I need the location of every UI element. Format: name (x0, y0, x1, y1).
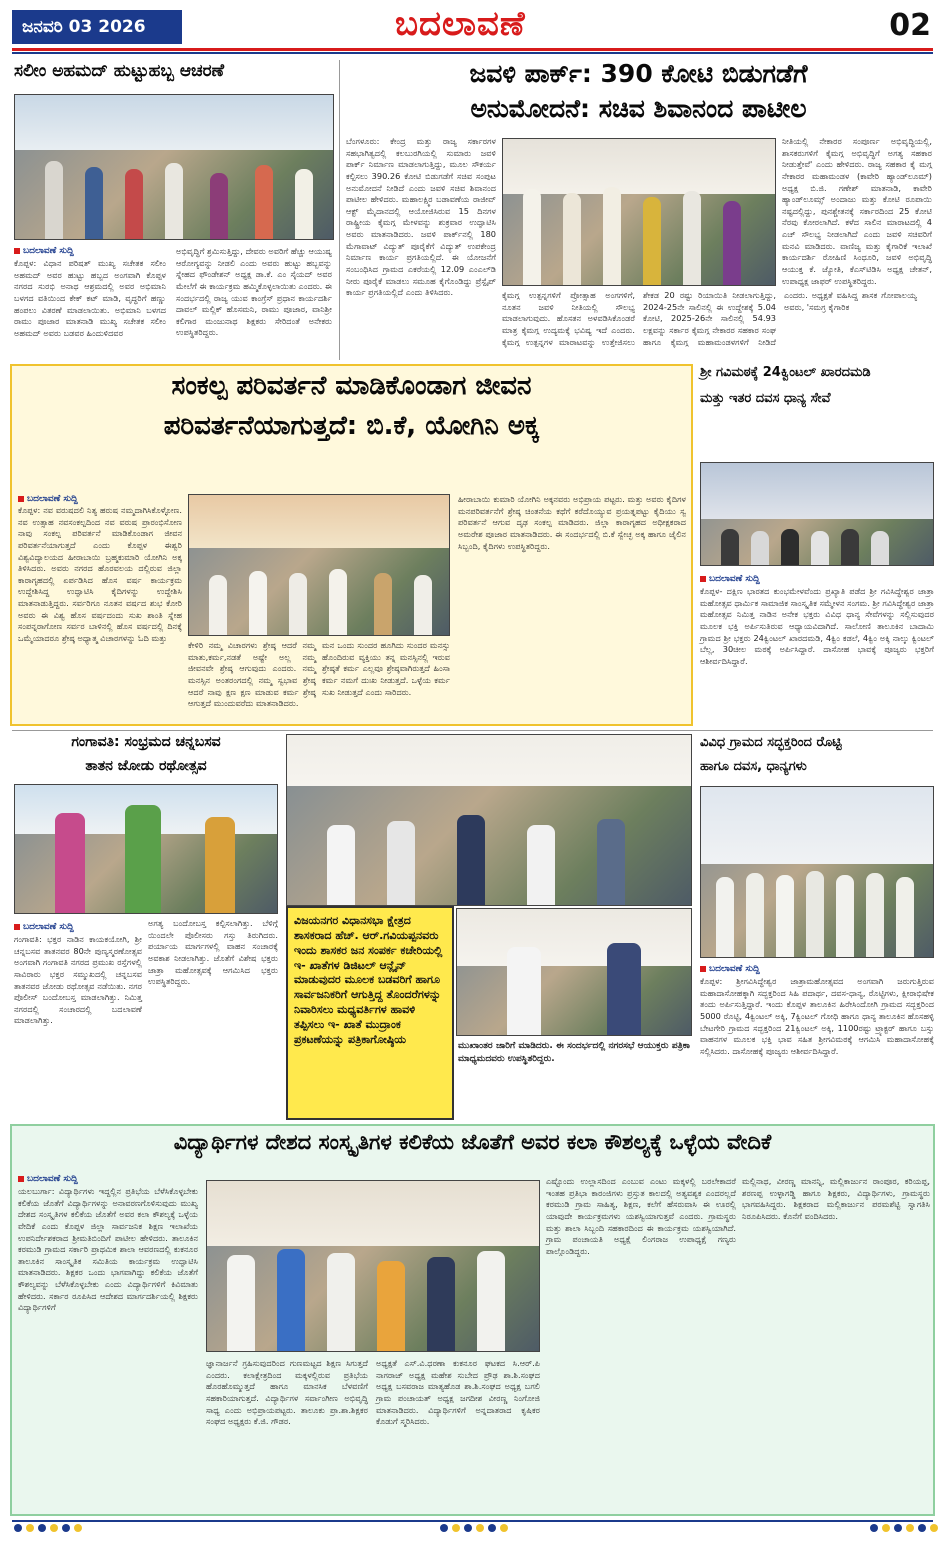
story7-photo (700, 786, 934, 958)
story3-byline: ಬದಲಾವಣೆ ಸುದ್ದಿ (18, 494, 78, 504)
story7-headline-line1: ವಿವಿಧ ಗ್ರಾಮದ ಸದ್ಭಕ್ತರಿಂದ ರೊಟ್ಟಿ (700, 735, 842, 750)
story6-caption: ಮುಖಾಂತರ ಜಾರಿಗೆ ಮಾಡಿದರು. ಈ ಸಂದರ್ಭದಲ್ಲಿ ನಗರಸಭೆ ಆಯುಕ್ತರು ಪತ್ರಿಕಾ ಮಾಧ್ಯಮದವರು ಉಪಸ್ಥಿತರಿದ್ದರು. (458, 1041, 690, 1064)
story8-text-col1: ಯಲಬುರ್ಗಾ: ವಿದ್ಯಾರ್ಥಿಗಳು ಇದ್ದಲ್ಲಿನ ಪ್ರತಿಭೆಯ ಬೆಳೆಸಿಕೊಳ್ಳಬೇಕು ಕಲಿಕೆಯ ಜೊತೆಗೆ ವಿದ್ಯಾರ್ಥಿಗಳನ್ನು ಅನಾವರಣಗೊಳಿಸುವುದು ಮುಖ್ಯ ದೇಶದ ಸಂಸ್ಕೃತಿಗಳ ಕಲಿಕೆಯ ಜೊತೆಗೆ ಅವರ ಕಲಾ ಕೌಶಲ್ಯಕ್ಕೆ ಒಳ್ಳೆಯ ವೇದಿಕೆ ಎಂದು ಕೊಪ್ಪಳ ಜಿಲ್ಲಾ ಸಾರ್ವಜನಿಕ ಶಿಕ್ಷಣ ಇಲಾಖೆಯ ಉಪನಿರ್ದೇಶಕರಾದ ಶ್ರೀಮತಿಬಿಂದಿಗೆ ಪಾಟೀಲ ಹೇಳಿದರು. ತಾಲೂಕಿನ ಕರಮುಡಿ ಗ್ರಾಮದ ಸರ್ಕಾರಿ ಪ್ರಾಥಮಿಕ ಶಾಲಾ ಆವರಣದಲ್ಲಿ ಕುಕನೂರ ತಾಲೂಕಿನ ಸಾಂಸ್ಕೃತಿಕ ಸಮಿತಿಯ ಕಾರ್ಯಕ್ರಮ ಉದ್ಘಾಟಿಸಿ ಮಾತನಾಡಿದರು. ಶಿಕ್ಷಕರ ಒಂದು ಭಾಗವಾಗಿದ್ದು ಕಲಿಕೆಯ ಜೊತೆಗೆ ಕೌಶಲ್ಯವನ್ನು ಬೆಳೆಸಿಕೊಳ್ಳಬೇಕು ಎಂದು ವಿದ್ಯಾರ್ಥಿಗಳಿಗೆ ಕಿವಿಮಾತು ಹೇಳಿದರು. ಸರ್ಕಾರ ರೂಪಿಸಿದ ಆದೇಶದ ಮಾರ್ಗದರ್ಶಿಯಲ್ಲಿ ಶಿಕ್ಷಕರು ವಿದ್ಯಾರ್ಥಿಗಳಿಗೆ (18, 1186, 198, 1313)
footer-dot (882, 1524, 890, 1532)
footer-dot (26, 1524, 34, 1532)
header-rule-red (12, 48, 933, 51)
story4-photo (700, 462, 934, 566)
story2-headline-line1: ಜವಳಿ ಪಾರ್ಕ್: 390 ಕೋಟಿ ಬಿಡುಗಡೆಗೆ (469, 59, 808, 88)
story4-headline-line1: ಶ್ರೀ ಗವಿಮಠಕ್ಕೆ 24ಕ್ವಿಂಟಲ್ ಖಾರದಮಡಿ (700, 365, 871, 380)
story3-text-col1: ಕೊಪ್ಪಳ: ನವ ವರುಷದಲಿ ನಿತ್ಯ ಹರುಷ ನಮ್ಮದಾಗಿಸಿಕೊಳ್ಳೋಣ. ನವ ಉತ್ಸಾಹ ನವಸಂಕಲ್ಪದಿಂದ ನವ ವರುಷ ಪ್ರಾರಂಭಿಸೋಣ ನಾವು ಸಂಕಲ್ಪ ಪರಿವರ್ತನೆ ಮಾಡಿಕೊಂಡಾಗ ಜೀವನ ಪರಿವರ್ತನೆಯಾಗುತ್ತದೆ ಎಂದು ಕೊಪ್ಪಳ ಈಶ್ವರಿ ವಿಶ್ವವಿದ್ಯಾಲಯದ ಹೀರಾಬಾಯಿ ಬ್ರಹ್ಮಕುಮಾರಿ ಯೋಗಿನಿ ಅಕ್ಕ ತಿಳಿಸಿದರು. ಅವರು ನಗರದ ಹೊರವಲಯ ದಲ್ಲಿರುವ ಜಿಲ್ಲಾ ಕಾರಾಗೃಹದಲ್ಲಿ ಏರ್ಪಡಿಸಿದ ಹೊಸ ವರ್ಷ ಕಾರ್ಯಕ್ರಮ ಉದ್ದೇಶಿಸಿದ್ದ ಉದ್ಘಾಟಿಸಿ ಕೈದಿಗಳನ್ನು ಉದ್ದೇಶಿಸಿ ಮಾತನಾಡುತ್ತಿದ್ದರು. ಸರ್ವರಿಗೂ ನೂತನ ವರ್ಷದ ಶುಭ ಕೋರಿ ಅವರು ಈ ವಿಶ್ವ ಹೊಸ ವರ್ಷದಂದು ಸುಖ ಶಾಂತಿ ಸ್ನೇಹ ಸಂಪನ್ನರಾಗೋಣ ಸರ್ವರ ಬಾಳಿನಲ್ಲಿ ಹೊಸ ವರ್ಷದಲ್ಲಿ ದಿನಕ್ಕೆ ಒಮ್ಮೆಯಾದರೂ ಶ್ರೇಷ್ಠ ಅಧ್ಯಾತ್ಮ ವಿಚಾರಗಳನ್ನು ಓದಿ ಮತ್ತು (18, 505, 182, 644)
footer-dot (906, 1524, 914, 1532)
footer-dots-right (870, 1524, 938, 1536)
story5-text-col2: ಅಗತ್ಯ ಬಂದೋಬಸ್ತ ಕಲ್ಪಿಸಲಾಗಿತ್ತು. ಬೆಳಿಗ್ಗೆ ಯಿಂದಲೇ ಪೊಲೀಸರು ಗಸ್ತು ತಿರುಗಿದರು. ಪರ್ಯಾಯ ಮಾರ್ಗಗಳಲ್ಲಿ ವಾಹನ ಸಂಚಾರಕ್ಕೆ ಅವಕಾಶ ನೀಡಲಾಗಿತ್ತು. ಜೊತೆಗೆ ವಿಶೇಷ ಭಕ್ತರು ಜಾತ್ರಾ ಮಹೋತ್ಸವಕ್ಕೆ ಆಗಮಿಸಿದ ಭಕ್ತರು ಉಪಸ್ಥಿತರಿದ್ದರು. (148, 918, 278, 987)
story8-headline: ವಿದ್ಯಾರ್ಥಿಗಳ ದೇಶದ ಸಂಸ್ಕೃತಿಗಳ ಕಲಿಕೆಯ ಜೊತೆಗೆ ಅವರ ಕಲಾ ಕೌಶಲ್ಯಕ್ಕೆ ಒಳ್ಳೆಯ ವೇದಿಕೆ (173, 1130, 772, 1154)
story3-text-col4: ಹೀರಾಬಾಯಿ ಕುಮಾರಿ ಯೋಗಿನಿ ಅಕ್ಕನವರು ಅಭಿಪ್ರಾಯ ಪಟ್ಟರು. ಮತ್ತು ಅವರು ಕೈದಿಗಳ ಮನಪರಿವರ್ತನೆಗೆ ಶ್ರೇಷ್ಠ ಚಿಂತನೆಯ ಕಥೆಗೆ ಕರೆದೊಯ್ಯುವ ಪ್ರಯತ್ನಪಟ್ಟು ಕೈದಿಯು ಸ್ವ ಪರಿವರ್ತನೆ ಆಗುವ ದೃಢ ಸಂಕಲ್ಪ ಮಾಡಿದರು. ಜಿಲ್ಲಾ ಕಾರಾಗೃಹದ ಅಧೀಕ್ಷಕರಾದ ಅಮರೇಶ ಪೂಜಾರ ಮಾತನಾಡಿದರು. ಈ ಸಂದರ್ಭದಲ್ಲಿ ಬಿ.ಕೆ ಸ್ವೇಚ್ಛ ಅಕ್ಕ ಹಾಗೂ ಜೈಲಿನ ಸಿಬ್ಬಂದಿ, ಕೈದಿಗಳು ಉಪಸ್ಥಿತರಿದ್ದರು. (458, 494, 686, 551)
masthead-logo: ಬದಲಾವಣೆ (395, 4, 526, 44)
story4-byline: ಬದಲಾವಣೆ ಸುದ್ದಿ (700, 574, 760, 584)
story4-text: ಕೊಪ್ಪಳ- ದಕ್ಷಿಣ ಭಾರತದ ಕುಂಭಮೇಳವೆಂದು ಪ್ರಖ್ಯಾತಿ ಪಡೆದ ಶ್ರೀ ಗವಿಸಿದ್ಧೇಶ್ವರ ಜಾತ್ರಾ ಮಹೋತ್ಸವ ಧಾರ್ಮಿಕ ಸಾಮಾಜಿಕ ಸಾಂಸ್ಕೃತಿಕ ಸಮ್ಮೇಳನ ಸಂಗಮ. ಶ್ರೀ ಗವಿಸಿದ್ಧೇಶ್ವರ ಜಾತ್ರಾ ಮಹೋತ್ಸವ ನಿಮಿತ್ತ ನಾಡಿನ ಅನೇಕ ಭಕ್ತರು ವಿವಿಧ ಧಾನ್ಯ ಸೇವೆಗಳನ್ನು ಸಲ್ಲಿಸುವುದರ ಮೂಲಕ ಭಕ್ತಿ ಅರ್ಪಿಸುತಿರುವ ಆಧ್ಯಾಯವಿದಾಗಿದೆ. ಸಾಲೋಣಿ ತಾಲೂಕಿನ ಬಾದಾಮಿ ಗ್ರಾಮದ ಶ್ರೀ ಭಕ್ತರು 24ಕ್ವಿಂಟಲ್ ಖಾರದಮಡಿ, 4ಕ್ವಿಂ ಕಡಲೆ, 4ಕ್ವಿಂ ಅಕ್ಕಿ ನಾಲ್ಕು ಕ್ವಿಂಟಲ್ ಬೆಲ್ಲ, 30ಚೀಲ ಮಠಕ್ಕೆ ಅರ್ಪಿಸಿದ್ದಾರೆ. ದಾಸೋಹ ಭಾವಕ್ಕೆ ಪೂಜ್ಯರು ಭಕ್ತರಿಗೆ ಆಶೀರ್ವದಿಸಿದ್ದಾರೆ. (700, 586, 934, 666)
story2-text-col1: ಬೆಂಗಳೂರು: ಕೇಂದ್ರ ಮತ್ತು ರಾಜ್ಯ ಸರ್ಕಾರಗಳ ಸಹಭಾಗಿತ್ವದಲ್ಲಿ ಕಲಬುರಗಿಯಲ್ಲಿ ಸುಮಾರು ಜವಳಿ ಪಾರ್ಕ್ ನಿರ್ಮಾಣ ಮಾಡಲಾಗುತ್ತಿದ್ದು, ಮೂಲ ಸೌಕರ್ಯ ಕಲ್ಪಿಸಲು 390.26 ಕೋಟಿ ಬಿಡುಗಡೆಗೆ ಸಚಿವ ಸಂಪುಟ ಅನುಮೋದನೆ ನೀಡಿದೆ ಎಂದು ಜವಳಿ ಸಚಿವ ಶಿವಾನಂದ ಪಾಟೀಲ ಹೇಳಿದರು. ಮಹಾಲಕ್ಷ್ಮಿರ ಬಡಾವಣೆಯ ರಾಜೀವ್ ಆಕ್ಟ್ ಮೈದಾನದಲ್ಲಿ ಆಯೋಜಿಸಿರುವ 15 ದಿನಗಳ ರಾಷ್ಟ್ರೀಯ ಕೈಮಗ್ಗ ಮೇಳವನ್ನು ಶುಕ್ರವಾರ ಉದ್ಘಾಟಿಸಿ ಅವರು ಮಾತನಾಡಿದರು. ಜವಳಿ ಪಾರ್ಕ್‌ನಲ್ಲಿ 180 ಮೆಗಾವಾಟ್ ವಿದ್ಯುತ್ ಪೂರೈಕೆಗೆ ವಿದ್ಯುತ್ ಉಪಕೇಂದ್ರ ನಿರ್ಮಾಣ ಕಾರ್ಯ ಪ್ರಗತಿಯಲ್ಲಿದೆ. ಈ ಯೋಜನೆಗೆ ಸಂಬಂಧಿಸಿದ ಗ್ರಾಮದ ಎಕರೆಯಲ್ಲಿ 12.09 ಎಂಎಲ್‌ಡಿ ನೀರು ಪೂರೈಕೆ ಮಾಡಲು ಸಮೂಹ ಕೈಗೊಂಡಿದ್ದು ಪ್ರೆಸ್ಪೈಪ್ ಕಾರ್ಯ ಪ್ರಗತಿಯಲ್ಲಿದೆ ಎಂದು ತಿಳಿಸಿದರು. (346, 136, 496, 298)
footer-dot (500, 1524, 508, 1532)
footer-dot (452, 1524, 460, 1532)
story3-photo (188, 494, 450, 636)
story5-byline: ಬದಲಾವಣೆ ಸುದ್ದಿ (14, 922, 74, 932)
page-header (0, 0, 945, 56)
story1-headline: ಸಲೀಂ ಅಹಮದ್ ಹುಟ್ಟುಹಬ್ಬ ಆಚರಣೆ (14, 61, 225, 81)
footer-dot (440, 1524, 448, 1532)
story3-headline-line2: ಪರಿವರ್ತನೆಯಾಗುತ್ತದೆ: ಬಿ.ಕೆ, ಯೋಗಿನಿ ಅಕ್ಕ (163, 411, 540, 441)
story1-text-col2: ಅಭಿವೃದ್ಧಿಗೆ ಶ್ರಮಿಸುತ್ತಿದ್ದು, ದೇವರು ಅವರಿಗೆ ಹೆಚ್ಚು ಆಯುಷ್ಯ ಆರೋಗ್ಯವನ್ನು ನೀಡಲಿ ಎಂದು ಅವರು ಹುಟ್ಟು ಹಬ್ಬವನ್ನು ಸ್ನೇಹದ ಫೌಂಡೇಶನ್ ಅಧ್ಯಕ್ಷ ಡಾ.ಕೆ. ಎಂ ಸೈಯದ್ ಅವರ ಮೇಲೆಗೆ ಈ ಕಾರ್ಯಕ್ರಮ ಹಮ್ಮಿಕೊಳ್ಳಲಾಯಿತು ಎಂದರು. ಈ ಸಂದರ್ಭದಲ್ಲಿ ರಾಜ್ಯ ಯುವ ಕಾಂಗ್ರೆಸ್ ಪ್ರಧಾನ ಕಾರ್ಯದರ್ಶಿ ದಾವಲ್ ಮಲ್ಲಿಕ್ ಹೊಸಮನಿ, ರಾಮು ಪೂಜಾರ, ವಾನಿಶ್ರೀ ಕಲಿಗಾರ ಮಂಜುನಾಥ ಶಿಕ್ಷಕರು ಸೇರಿದಂತೆ ಅನೇಕರು ಉಪಸ್ಥಿತರಿದ್ದರು. (176, 246, 332, 338)
story1-byline: ಬದಲಾವಣೆ ಸುದ್ದಿ (14, 246, 74, 256)
story2-headline-line2: ಅನುಮೋದನೆ: ಸಚಿವ ಶಿವಾನಂದ ಪಾಟೀಲ (470, 94, 807, 123)
story7-text: ಕೊಪ್ಪಳ: ಶ್ರೀಗವಿಸಿದ್ಧೇಶ್ವರ ಜಾತ್ರಾಮಹೋತ್ಸವದ ಅಂಗವಾಗಿ ಜರುಗುತ್ತಿರುವ ಮಹಾದಾಸೋಹಕ್ಕಾಗಿ ಸದ್ಭಕ್ತರಿಂದ ಸಿಹಿ ಪದಾರ್ಥ, ದವಸ-ಧಾನ್ಯ, ರೊಟ್ಟಿಗಳು, ಕ್ಷೀರಾಭಿಷೇಕ ತಂದು ಅರ್ಪಿಸುತ್ತಿದ್ದಾರೆ. ಇಂದು ಕೊಪ್ಪಳ ತಾಲೂಕಿನ ಹಿರೇಸಿಂದೋಗಿ ಗ್ರಾಮದ ಸದ್ಭಕ್ತರಿಂದ 5000 ರೊಟ್ಟಿ, 4ಕ್ವಿಂಟಲ್ ಅಕ್ಕಿ, 7ಕ್ವಿಂಟಲ್ ಗೋಧಿ ಹಾಗೂ ಧಾನ್ಯ ತಾಲೂಕಿನ ಹೊಸಹಳ್ಳಿ ಬೇಟಗೇರಿ ಗ್ರಾಮದ ಸದ್ಭಕ್ತರಿಂದ 21ಕ್ವಿಂಟಲ್ ಅಕ್ಕಿ, 1100ರಷ್ಟು ಟ್ರ್ಯಾಕ್ಟರ್ ಹಾಗೂ ಬಸ್ಸು ವಾಹನಗಳ ಮೂಲಕ ಭಕ್ತಿ ಭಾವ ಸಹಿತ ಶ್ರೀಗವಿಮಠಕ್ಕೆ ಆಗಮಿಸಿ ಮಹಾದಾಸೋಹಕ್ಕೆ ಸಲ್ಲಿಸಿದರು. ದಾಸೋಹಕ್ಕೆ ಪೂಜ್ಯರು ಆಶೀರ್ವದಿಸಿದ್ದಾರೆ. (700, 976, 934, 1056)
footer-dots-center (440, 1524, 508, 1536)
footer-dot (50, 1524, 58, 1532)
story5-headline-line1: ಗಂಗಾವತಿ: ಸಂಭ್ರಮದ ಚನ್ನಬಸವ (71, 734, 221, 750)
story8-photo (206, 1180, 540, 1352)
footer-dot (62, 1524, 70, 1532)
story1-text-col1: ಕೊಪ್ಪಳ: ವಿಧಾನ ಪರಿಷತ್ ಮುಖ್ಯ ಸಚೇತಕ ಸಲೀಂ ಅಹಮದ್ ಅವರ ಹುಟ್ಟು ಹಬ್ಬದ ಅಂಗವಾಗಿ ಕೊಪ್ಪಳ ನಗರದ ಸುರಭಿ ಅನಾಥ ಆಶ್ರಮದಲ್ಲಿ ಅವರ ಅಭಿಮಾನಿ ಬಳಗದ ವತಿಯಿಂದ ಕೇಕ್ ಕಟ್ ಮಾಡಿ, ವೃದ್ಧರಿಗೆ ಹಣ್ಣು ಹಂಪಲು ವಿತರಣೆ ಮಾಡಲಾಯಿತು. ಅಭಿಮಾನಿ ಬಳಗದ ರಾಮು ಪೂಜಾರ ಮಾತನಾಡಿ ಮುಖ್ಯ ಸಚೇತಕ ಸಲೀಂ ಅಹಮದ್ ಅವರು ಬಡವರ ಹಿಂದುಳಿದವರ (14, 258, 166, 338)
footer-dot (38, 1524, 46, 1532)
story3-text-col3: ಮನ ಒಂದು ಸುಂದರ ಹೂಗಿದು ಸುಂದರ ಮನಸ್ಸು ಹೊಂದಿರುವ ವ್ಯಕ್ತಿಯು ತನ್ನ ಮನಸ್ಸಿನಲ್ಲಿ ಇರುವ ಶ್ರೇಷ್ಠತೆ ಕರ್ಮ ಎಲ್ಲವೂ ಶ್ರೇಷ್ಠವಾಗಿರುತ್ತದೆ ಹಿಂಸಾ ಕರ್ಮ ನಮಗೆ ದುಃಖ ನೀಡುತ್ತದೆ. ಒಳ್ಳೆಯ ಕರ್ಮ ಸುಖ ನೀಡುತ್ತದೆ ಎಂದು ಸಾರಿದರು. (322, 640, 450, 697)
story6-overlay-text: ವಿಜಯನಗರ ವಿಧಾನಸಭಾ ಕ್ಷೇತ್ರದ ಶಾಸಕರಾದ ಹೆಚ್. ಆರ್.ಗವಿಯಪ್ಪನವರು ಇಂದು ಶಾಸಕರ ಜನ ಸಂಪರ್ಕ ಕಚೇರಿಯಲ್ಲಿ ಇ- ಖಾತೆಗಳ ಡಿಜಿಟಲ್ ಆನ್ಲೈನ್ ಮಾಡುವುದರ ಮೂಲಕ ಬಡವರಿಗೆ ಹಾಗೂ ಸಾರ್ವಜನಿಕರಿಗೆ ಆಗುತ್ತಿದ್ದ ತೊಂದರೆಗಳನ್ನು ನಿವಾರಿಸಲು ಮಧ್ಯವರ್ತಿಗಳ ಹಾವಳಿ ತಪ್ಪಿಸಲು ಇ- ಖಾತೆ ಮುದ್ರಾಂಕ ಪ್ರಕಟಣೆಯನ್ನು ಪತ್ರಿಕಾಗೋಷ್ಠಿಯ (286, 906, 454, 1120)
story2-text-col2: ಕೈಮಗ್ಗ ಉತ್ಪನ್ನಗಳಿಗೆ ಪ್ರೋತ್ಸಾಹ ಅಂಗಗಳಿಗೆ, ನೂತನ ಜವಳಿ ನೀತಿಯಲ್ಲಿ ಸೌಲಭ್ಯ ಮಾಡಲಾಗುವುದು. ಹೊಸತನ ಅಳವಡಿಸಿಕೊಂಡರೆ ಮಾತ್ರ ಕೈಮಗ್ಗ ಉದ್ಯಮಕ್ಕೆ ಭವಿಷ್ಯ ಇದೆ ಎಂದರು. ಕೈಮಗ್ಗ ಉತ್ಪನ್ನಗಳ ಮಾರಾಟವನ್ನು ಉತ್ತೇಜಿಸಲು ಶೇಕಡ 20 ರಷ್ಟು ರಿಯಾಯಿತಿ ನೀಡಲಾಗುತ್ತಿದ್ದು, 2024-25ನೇ ಸಾಲಿನಲ್ಲಿ ಈ ಉದ್ದೇಶಕ್ಕೆ 5.04 ಕೋಟಿ, 2025-26ನೇ ಸಾಲಿನಲ್ಲಿ 54.93 ಲಕ್ಷವನ್ನು ಸರ್ಕಾರ ಕೈಮಗ್ಗ ನೇಕಾರರ ಸಹಕಾರ ಸಂಘ ಹಾಗೂ ಕೈಮಗ್ಗ ಮಹಾಮಂಡಳಗಳಿಗೆ ನೀಡಿದೆ ಎಂದರು. ಅಧ್ಯಕ್ಷತೆ ವಹಿಸಿದ್ದ ಶಾಸಕ ಗೋಪಾಲಯ್ಯ ಅವರು, 'ಸಮಗ್ರ ಕೈಗಾರಿಕ (502, 290, 917, 347)
story7-byline: ಬದಲಾವಣೆ ಸುದ್ದಿ (700, 964, 760, 974)
footer-dot (488, 1524, 496, 1532)
footer-dot (464, 1524, 472, 1532)
story5-photo (14, 784, 278, 914)
section-divider (12, 730, 933, 731)
story5-text-col1: ಗಂಗಾವತಿ: ಭಕ್ತರ ನಾಡಿನ ಕಾಯಕಯೋಗಿ, ಶ್ರೀ ಚನ್ನಬಸವ ತಾತನವರ 80ನೇ ಪುಣ್ಯಸ್ಮರಣೋತ್ಸವ ಅಂಗವಾಗಿ ಗಂಗಾವತಿ ನಗರದ ಪ್ರಮುಖ ರಸ್ತೆಗಳಲ್ಲಿ ಸಾವಿರಾರು ಭಕ್ತರ ಸಮ್ಮುಖದಲ್ಲಿ ಚನ್ನಬಸವ ತಾತನವರ ಜೋಡು ರಥೋತ್ಸವ ನಡೆಯಿತು. ನಗರ ಪೊಲೀಸ್ ಬಂದೋಬಸ್ತ ಮಾಡಲಾಗಿತ್ತು. ನಿಮಿತ್ತ ನಗರದಲ್ಲಿ ಸಂಚಾರದಲ್ಲಿ ಬದಲಾವಣೆ ಮಾಡಲಾಗಿತ್ತು. (14, 934, 142, 1026)
story6-photo-main (286, 734, 692, 906)
footer-dot (918, 1524, 926, 1532)
footer-rule (12, 1520, 933, 1522)
issue-date: ಜನವರಿ 03 2026 (12, 10, 182, 44)
footer-dot (14, 1524, 22, 1532)
header-rule-blue (12, 52, 933, 54)
footer-dot (476, 1524, 484, 1532)
story1-photo (14, 94, 334, 240)
footer-dot (74, 1524, 82, 1532)
story8-text-col4: ಎಷ್ಟೊಂದು ಉಲ್ಲಾಸದಿಂದ ಎಂಬುವ ಎಂಟು ಮಕ್ಕಳಲ್ಲಿ ಬರಲೇಕಾದರೆ ಇಂತಹ ಪ್ರತಿಭಾ ಕಾರಂಜಿಗಳು ಪ್ರಸ್ತುತ ಕಾಲದಲ್ಲಿ ಅತ್ಯವಶ್ಯಕ ಎಂದರಲ್ಲದೆ ಕರಮುಡಿ ಗ್ರಾಮ ಸಾಹಿತ್ಯ, ಶಿಕ್ಷಣ, ಕಲೆಗೆ ಹೆಸರುವಾಸಿ ಈ ಊರಲ್ಲಿ ಯಾವುದೇ ಕಾರ್ಯಕ್ರಮಗಳು ಯಶಸ್ವಿಯಾಗುತ್ತವೆ ಎಂದರು. ಗ್ರಾಮಸ್ಥರು ಮತ್ತು ಶಾಲಾ ಸಿಬ್ಬಂದಿ ಸಹಕಾರದಿಂದ ಈ ಕಾರ್ಯಕ್ರಮ ಯಶಸ್ವಿಯಾಗಿದೆ. ಗ್ರಾಮ ಪಂಚಾಯತಿ ಅಧ್ಯಕ್ಷೆ ಲಿಂಗರಾಜ ಉಪಾಧ್ಯಕ್ಷೆ ಗಣ್ಯರು ಪಾಲ್ಗೊಂಡಿದ್ದರು. (546, 1176, 736, 1256)
column-divider (339, 60, 340, 360)
footer-dot (894, 1524, 902, 1532)
story3-text-col2: ಕೇಳಿರಿ ನಮ್ಮ ವಿಚಾರಗಳು ಶ್ರೇಷ್ಠ ಆದರೆ ನಮ್ಮ ಮಾತು,ಕರ್ಮ,ನಡತೆ ಅಷ್ಟೇ ಅಲ್ಲ ನಮ್ಮ ಜೀವನವೇ ಶ್ರೇಷ್ಠ ಆಗುವುದು ಎಂದರು. ನಮ್ಮ ಮನಸ್ಸಿನ ಅಂತರಂಗದಲ್ಲಿ ನಮ್ಮ ಸ್ವಭಾವ ಶ್ರೇಷ್ಠ ಆದರೆ ನಾವು ಕ್ಷಣ ಕ್ಷಣ ಮಾಡುವ ಕರ್ಮ ಶ್ರೇಷ್ಠ ಆಗುತ್ತದೆ ಮುಂದುವರೆದು ಮಾತನಾಡಿದರು. (188, 640, 316, 709)
story3-headline-line1: ಸಂಕಲ್ಪ ಪರಿವರ್ತನೆ ಮಾಡಿಕೊಂಡಾಗ ಜೀವನ (171, 371, 532, 401)
story2-text-col3: ನೀತಿಯಲ್ಲಿ ನೇಕಾರರ ಸಂಪೂರ್ಣ ಅಭಿವೃದ್ಧಿಯಲ್ಲಿ, ಶಾಸಕರುಗಳಿಗೆ ಕೈಮಗ್ಗ ಅಭಿವೃದ್ಧಿಗೆ ಅಗತ್ಯ ಸಹಕಾರ ನೀಡುತ್ತೇವೆ' ಎಂದು ಹೇಳಿದರು. ರಾಜ್ಯ ಸಹಕಾರ ಕೈ ಮಗ್ಗ ನೇಕಾರರ ಮಹಾಮಂಡಳ (ಕಾವೇರಿ ಹ್ಯಾಂಡ್‌ಲೂಮ್) ಅಧ್ಯಕ್ಷ ಬಿ.ಜಿ. ಗಣೇಶ್ ಮಾತನಾಡಿ, ಕಾವೇರಿ ಹ್ಯಾಂಡ್‌ಲೂಮ್ಸ್ ಅಂದಾಜು ಮತ್ತು ಕೋಟಿ ರೂಪಾಯಿ ನಷ್ಟದಲ್ಲಿದ್ದು, ಪುನಶ್ಚೇತನಕ್ಕೆ ಸರ್ಕಾರದಿಂದ 25 ಕೋಟಿ ನೆರವು ಕೋರಲಾಗಿದೆ. ಕಳೆದ ಸಾಲಿನ ಮಾರಾಟದಲ್ಲಿ 4 ಎಚ್ ಸೌಲಭ್ಯ ನೀಡಲಾಗಿದೆ ಎಂದು ಜವಳಿ ಸಚಿವರಿಗೆ ಮನವಿ ಮಾಡಿದರು. ವಾಣಿಜ್ಯ ಮತ್ತು ಕೈಗಾರಿಕೆ ಇಲಾಖೆ ಕಾರ್ಯದರ್ಶಿ ರೋಹಿಣಿ ಸಿಂಧೂರಿ, ಜವಳಿ ಅಭಿವೃದ್ಧಿ ಆಯುಕ್ತ ಕೆ. ಜ್ಯೋತಿ, ಕೆಎಸ್‌ಟಿಡಿಸಿ ಅಧ್ಯಕ್ಷ ಚೇತನ್, ಉಪಾಧ್ಯಕ್ಷ ಜಾಫರ್ ಉಪಸ್ಥಿತರಿದ್ದರು. (782, 136, 932, 286)
footer-dot (870, 1524, 878, 1532)
story8-text-col2: ಜ್ಞಾನಾರ್ಜನೆ ಗ್ರಹಿಸುವುದರಿಂದ ಗುಣಮಟ್ಟದ ಶಿಕ್ಷಣ ಸಿಗುತ್ತದೆ ಎಂದರು. ಕಲಾಕ್ಷೇತ್ರದಿಂದ ಮಕ್ಕಳಲ್ಲಿರುವ ಪ್ರತಿಭೆಯ ಹೊರಹೊಮ್ಮುತ್ತದೆ ಹಾಗೂ ಮಾನಸಿಕ ಬೆಳವಣಿಗೆ ಸಹಕಾರಿಯಾಗುತ್ತದೆ. ವಿದ್ಯಾರ್ಥಿಗಳ ಸರ್ವಾಂಗೀಣ ಅಭಿವೃದ್ಧಿ ಸಾಧ್ಯ ಎಂದು ಅಭಿಪ್ರಾಯಪಟ್ಟರು. ತಾಲೂಕು ಪ್ರಾ.ಶಾ.ಶಿಕ್ಷಕರ ಸಂಘದ ಅಧ್ಯಕ್ಷರು ಕೆ.ಜಿ. ಗೌಡರ. (206, 1358, 368, 1427)
story8-text-col3: ಅಧ್ಯಕ್ಷತೆ ಎಸ್.ವಿ.ಧರಣಾ ಕುಕನೂರ ಘಟಕದ ಸಿ.ಆರ್.ಪಿ ನಾಗರಾಜ್ ಅಧ್ಯಕ್ಷ ಮಹೇಶ ಸುಬೇದ ಪ್ರೌಢ ಶಾ.ಶಿ.ಸಂಘದ ಅಧ್ಯಕ್ಷ ಬಸವರಾಜ ಮಾತ್ಯಹೊಡ ಶಾ.ಶಿ.ಸಂಘದ ಅಧ್ಯಕ್ಷ ಬಗಲಿ ಗ್ರಾಮ ಪಂಚಾಯತ್ ಅಧ್ಯಕ್ಷ ಜಗದೀಶ ವೀರಣ್ಣ ನಿಂಗೋಜಿ ಮಾತನಾಡಿದರು. ವಿದ್ಯಾರ್ಥಿಗಳಿಗೆ ಅನ್ನದಾತರಾದ ಕೃಷಿಕರ ಕೊಡುಗೆ ಸ್ಮರಿಸಿದರು. (376, 1358, 540, 1427)
footer-dot (930, 1524, 938, 1532)
story7-headline-line2: ಹಾಗೂ ದವಸ, ಧಾನ್ಯಗಳು (700, 759, 807, 774)
story5-headline-line2: ತಾತನ ಜೋಡು ರಥೋತ್ಸವ (85, 758, 207, 774)
page-number: 02 (889, 8, 931, 43)
story8-byline: ಬದಲಾವಣೆ ಸುದ್ದಿ (18, 1174, 78, 1184)
story8-text-col5: ಮಲ್ಲಿನಾಥ, ವೀರಣ್ಣ ಮಾನನ್ನಿ, ಮಲ್ಲಿಕಾರ್ಜುನ ರಾಂಪೂರ, ಕರಿಯಪ್ಪ, ಶರಣಪ್ಪ ಉಳ್ಳಾಗಡ್ಡಿ ಹಾಗೂ ಶಿಕ್ಷಕರು, ವಿದ್ಯಾರ್ಥಿಗಳು, ಗ್ರಾಮಸ್ಥರು ಭಾಗವಹಿಸಿದ್ದರು. ಶಿಕ್ಷಕರಾದ ಮಲ್ಲಿಕಾರ್ಜುನ ಪರಮಶೆಟ್ಟಿ ಸ್ವಾಗತಿಸಿ ನಿರೂಪಿಸಿದರು. ಕೊನೆಗೆ ವಂದಿಸಿದರು. (742, 1176, 930, 1221)
story6-photo-inset (456, 908, 692, 1036)
footer-dots-left (14, 1524, 82, 1536)
story4-headline-line2: ಮತ್ತು ಇತರ ದವಸ ಧಾನ್ಯ ಸೇವೆ (700, 391, 831, 406)
story2-photo (502, 138, 776, 286)
